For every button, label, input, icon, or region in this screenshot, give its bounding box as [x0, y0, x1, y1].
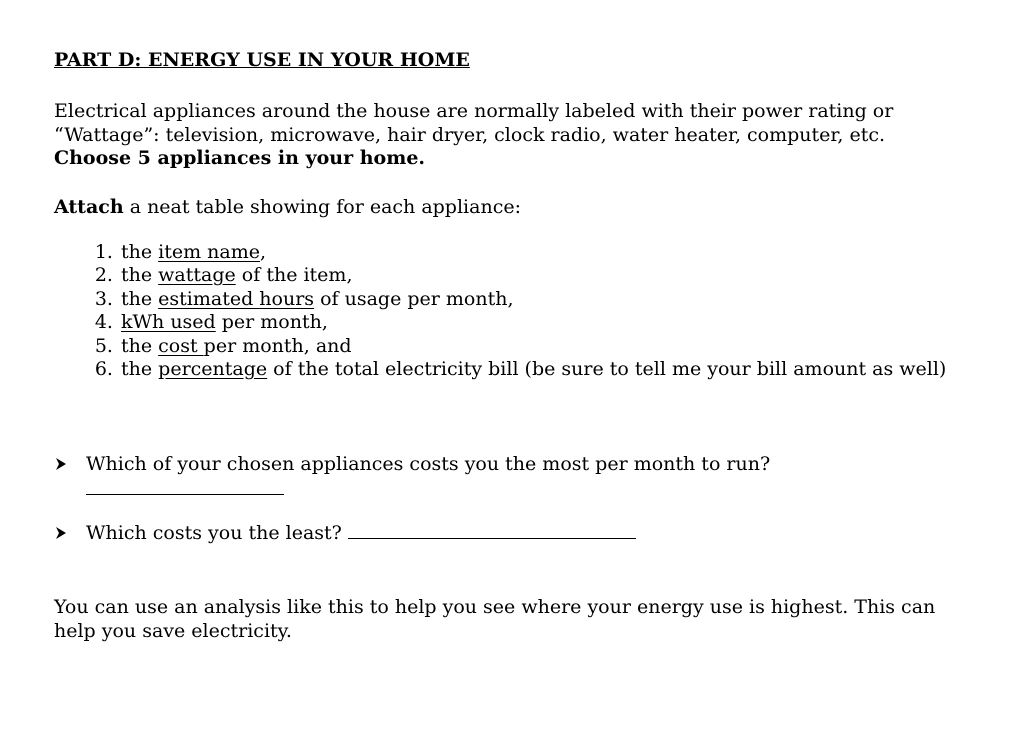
arrow-bullet-icon — [54, 452, 68, 482]
item-pre: the — [121, 334, 159, 357]
intro-paragraph — [54, 100, 994, 171]
item-key: kWh used — [121, 311, 216, 333]
attach-bold: Attach — [54, 195, 124, 218]
answer-blank-least[interactable] — [348, 522, 636, 539]
arrow-bullet-icon-svg — [54, 521, 68, 545]
list-item — [119, 335, 994, 359]
attach-rest: a neat table showing for each appliance: — [123, 195, 521, 218]
intro-line-2: “Wattage”: television, microwave, hair dryer, clock radio, water heater, computer, etc. — [54, 123, 886, 146]
arrow-bullet-icon-svg — [54, 452, 68, 476]
section-heading: PART D: ENERGY USE IN YOUR HOME — [54, 49, 470, 71]
item-pre: the — [121, 358, 159, 380]
item-post: , — [260, 240, 267, 263]
choose-instruction: Choose 5 appliances in your home. — [54, 147, 426, 169]
list-item — [119, 288, 994, 312]
item-pre: the — [121, 264, 159, 286]
item-key: percentage — [158, 358, 268, 380]
worksheet-page — [54, 48, 994, 643]
list-item — [119, 311, 994, 335]
question-1-text: Which of your chosen appliances costs you the most per month to run? — [86, 452, 771, 475]
item-post: per month, — [215, 311, 328, 333]
item-key: estimated hours — [158, 287, 315, 310]
list-item — [119, 241, 994, 265]
item-post: of the item, — [235, 264, 353, 286]
intro-line-1: Electrical appliances around the house are normally labeled with their power rating or — [54, 100, 894, 122]
item-post: per month, and — [203, 334, 352, 357]
closing-paragraph — [54, 595, 994, 643]
item-key: cost — [158, 334, 204, 357]
item-post: of usage per month, — [314, 287, 514, 310]
item-post: of the total electricity bill (be sure to tell me your bill amount as well) — [267, 358, 947, 380]
item-pre: the — [121, 240, 159, 263]
closing-line-2: help you save electricity. — [54, 619, 292, 642]
attach-instruction — [54, 195, 994, 219]
table-requirements-list — [54, 241, 994, 382]
question-least-cost — [54, 521, 994, 545]
item-key: wattage — [158, 264, 236, 286]
item-pre: the — [121, 287, 159, 310]
arrow-bullet-icon — [54, 521, 68, 551]
closing-line-1: You can use an analysis like this to help you see where your energy use is highest. This can — [54, 595, 936, 618]
question-2-text: Which costs you the least? — [86, 521, 342, 544]
list-item — [119, 358, 994, 382]
item-key: item name — [158, 240, 260, 263]
question-most-cost — [54, 452, 994, 476]
answer-blank-most[interactable] — [86, 494, 284, 495]
list-item — [119, 264, 994, 288]
